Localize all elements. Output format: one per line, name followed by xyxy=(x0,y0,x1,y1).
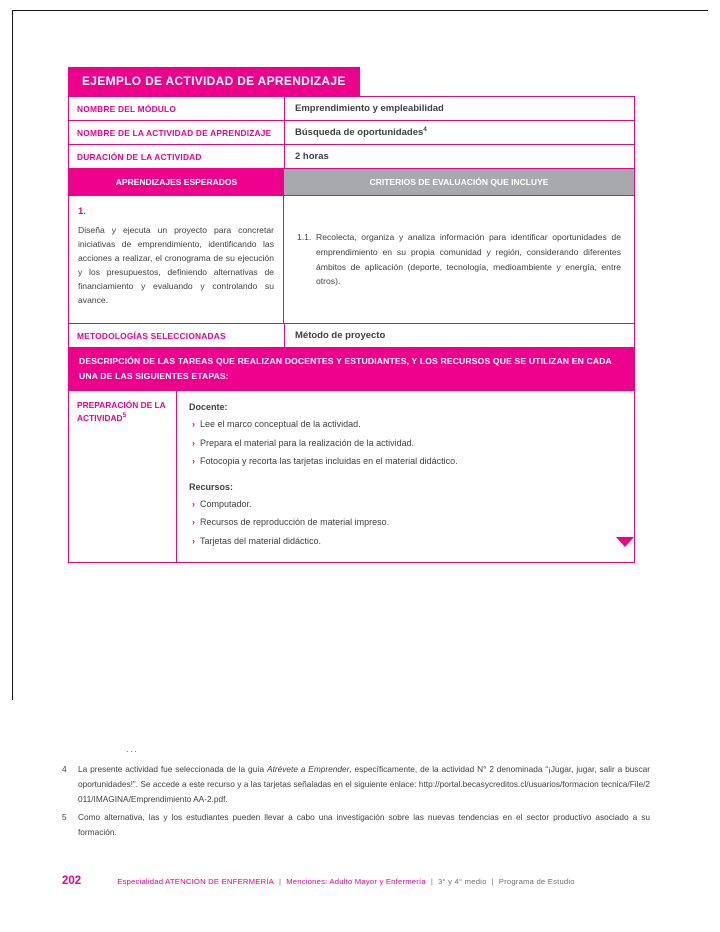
list-item: › Prepara el material para la realización de la actividad. xyxy=(192,437,622,451)
value-nombre-actividad: Búsqueda de oportunidades$^4$ xyxy=(284,121,634,144)
list-item: › Computador. xyxy=(192,498,622,512)
chevron-bullet-icon: › xyxy=(192,535,195,546)
footnote-ref-4: 4 xyxy=(423,125,427,133)
header-criterios-evaluacion: CRITERIOS DE EVALUACIÓN QUE INCLUYE xyxy=(284,169,634,195)
label-duracion: DURACIÓN DE LA ACTIVIDAD xyxy=(77,152,202,162)
cell-aprendizaje-esperado xyxy=(69,196,284,323)
aprendizaje-number: 1. xyxy=(78,206,86,217)
footer-nivel: 3° y 4° medio xyxy=(438,877,487,886)
footer-separator: | xyxy=(430,877,434,886)
value-metodologias: Método de proyecto xyxy=(284,324,634,347)
chevron-bullet-icon: › xyxy=(192,456,195,467)
list-item: › Lee el marco conceptual de la actividad. xyxy=(192,418,622,432)
footer-separator: | xyxy=(279,877,282,886)
page-number: 202 xyxy=(62,875,82,887)
footer-programa: Programa de Estudio xyxy=(498,877,575,886)
chevron-bullet-icon: › xyxy=(192,437,195,448)
docente-title: Docente: xyxy=(189,402,228,413)
label-preparacion-actividad: PREPARACIÓN DE LA ACTIVIDAD$^5$ xyxy=(69,391,177,562)
cell-criterio-evaluacion xyxy=(284,196,634,323)
footer-separator: | xyxy=(491,877,494,886)
page-footer xyxy=(62,875,662,887)
label-nombre-actividad: NOMBRE DE LA ACTIVIDAD DE APRENDIZAJE xyxy=(77,128,272,138)
descripcion-banner: DESCRIPCIÓN DE LAS TAREAS QUE REALIZAN DOCENTES Y ESTUDIANTES, Y LOS RECURSOS QUE SE UTILIZAN EN CADA UNA DE LAS SIGUIENTES ETAPAS: xyxy=(69,348,634,391)
header-row xyxy=(69,169,634,196)
label-nombre-modulo: NOMBRE DEL MÓDULO xyxy=(77,104,177,114)
footnote-5: 5 Como alternativa, las y los estudiantes pueden llevar a cabo una investigación sobre las nuevas tendencias en el sector productivo asociado a su formación. xyxy=(62,811,650,837)
list-item: › Tarjetas del material didáctico. xyxy=(192,535,622,549)
activity-table xyxy=(68,96,635,563)
row-nombre-actividad xyxy=(69,121,634,145)
ellipsis-marker: ... xyxy=(126,744,139,755)
row-preparacion xyxy=(69,391,634,562)
footnote-4: 4 La presente actividad fue seleccionada de la guía Atrévete a Emprender, específicamente, de la actividad N° 2 denominada “¡Jugar, jugar, salir a buscar oportunidades!”. Se accede a este recurso y a las tarjetas señaladas en el siguiente enlace: http://portal.becasycreditos.cl/usuarios/formacion tecnica/File/2011/IMAGINA/Emprendimiento AA-2.pdf. xyxy=(62,764,650,804)
footer-menciones: Menciones: Adulto Mayor y Enfermería xyxy=(286,877,426,886)
header-aprendizajes-esperados: APRENDIZAJES ESPERADOS xyxy=(69,169,284,195)
continuation-arrow-icon xyxy=(616,537,634,547)
page-border-line-left xyxy=(12,10,13,700)
footnotes-section xyxy=(62,762,650,843)
footnote-number: 5 xyxy=(62,811,67,822)
chevron-bullet-icon: › xyxy=(192,498,195,509)
row-aprendizaje-criterio xyxy=(69,196,634,324)
row-metodologias xyxy=(69,324,634,348)
list-item: › Recursos de reproducción de material impreso. xyxy=(192,516,622,530)
footnote-link[interactable]: http://portal.becasycreditos.cl/usuarios/formacion tecnica/File/2011/IMAGINA/Emprendimiento AA-2.pdf. xyxy=(78,778,650,804)
value-duracion: 2 horas xyxy=(284,145,634,168)
label-metodologias: METODOLOGÍAS SELECCIONADAS xyxy=(77,331,226,341)
chevron-bullet-icon: › xyxy=(192,517,195,528)
activity-title-banner xyxy=(68,67,360,96)
activity-title-text: EJEMPLO DE ACTIVIDAD DE APRENDIZAJE xyxy=(82,74,346,88)
chevron-bullet-icon: › xyxy=(192,419,195,430)
recursos-block xyxy=(189,482,622,549)
page-border-line-top xyxy=(12,10,708,11)
footnote-number: 4 xyxy=(62,764,67,774)
footer-meta xyxy=(117,877,575,886)
footer-especialidad: Especialidad ATENCIÓN DE ENFERMERÍA xyxy=(117,877,274,886)
preparacion-content xyxy=(177,391,634,562)
footnote-guide-title: Atrévete a Emprender xyxy=(267,764,350,774)
row-nombre-modulo xyxy=(69,97,634,121)
list-item: › Fotocopia y recorta las tarjetas incluidas en el material didáctico. xyxy=(192,455,622,469)
aprendizaje-text: Diseña y ejecuta un proyecto para concretar iniciativas de emprendimiento, identificando las acciones a realizar, el cronograma de su ejecución y los presupuestos, definiendo alternativas de financiamiento y evaluando y controlando su avance. xyxy=(78,225,274,305)
value-nombre-modulo: Emprendimiento y empleabilidad xyxy=(284,97,634,120)
row-duracion xyxy=(69,145,634,169)
criterio-text: 1.1. Recolecta, organiza y analiza información para identificar oportunidades de emprendimiento en su propia comunidad y región, considerando diferentes ámbitos de aplicación (deporte, tecnología, medioambiente y energía, entre otros). xyxy=(297,231,621,287)
footnote-ref-5: 5 xyxy=(122,412,127,420)
recursos-title: Recursos: xyxy=(189,481,234,492)
